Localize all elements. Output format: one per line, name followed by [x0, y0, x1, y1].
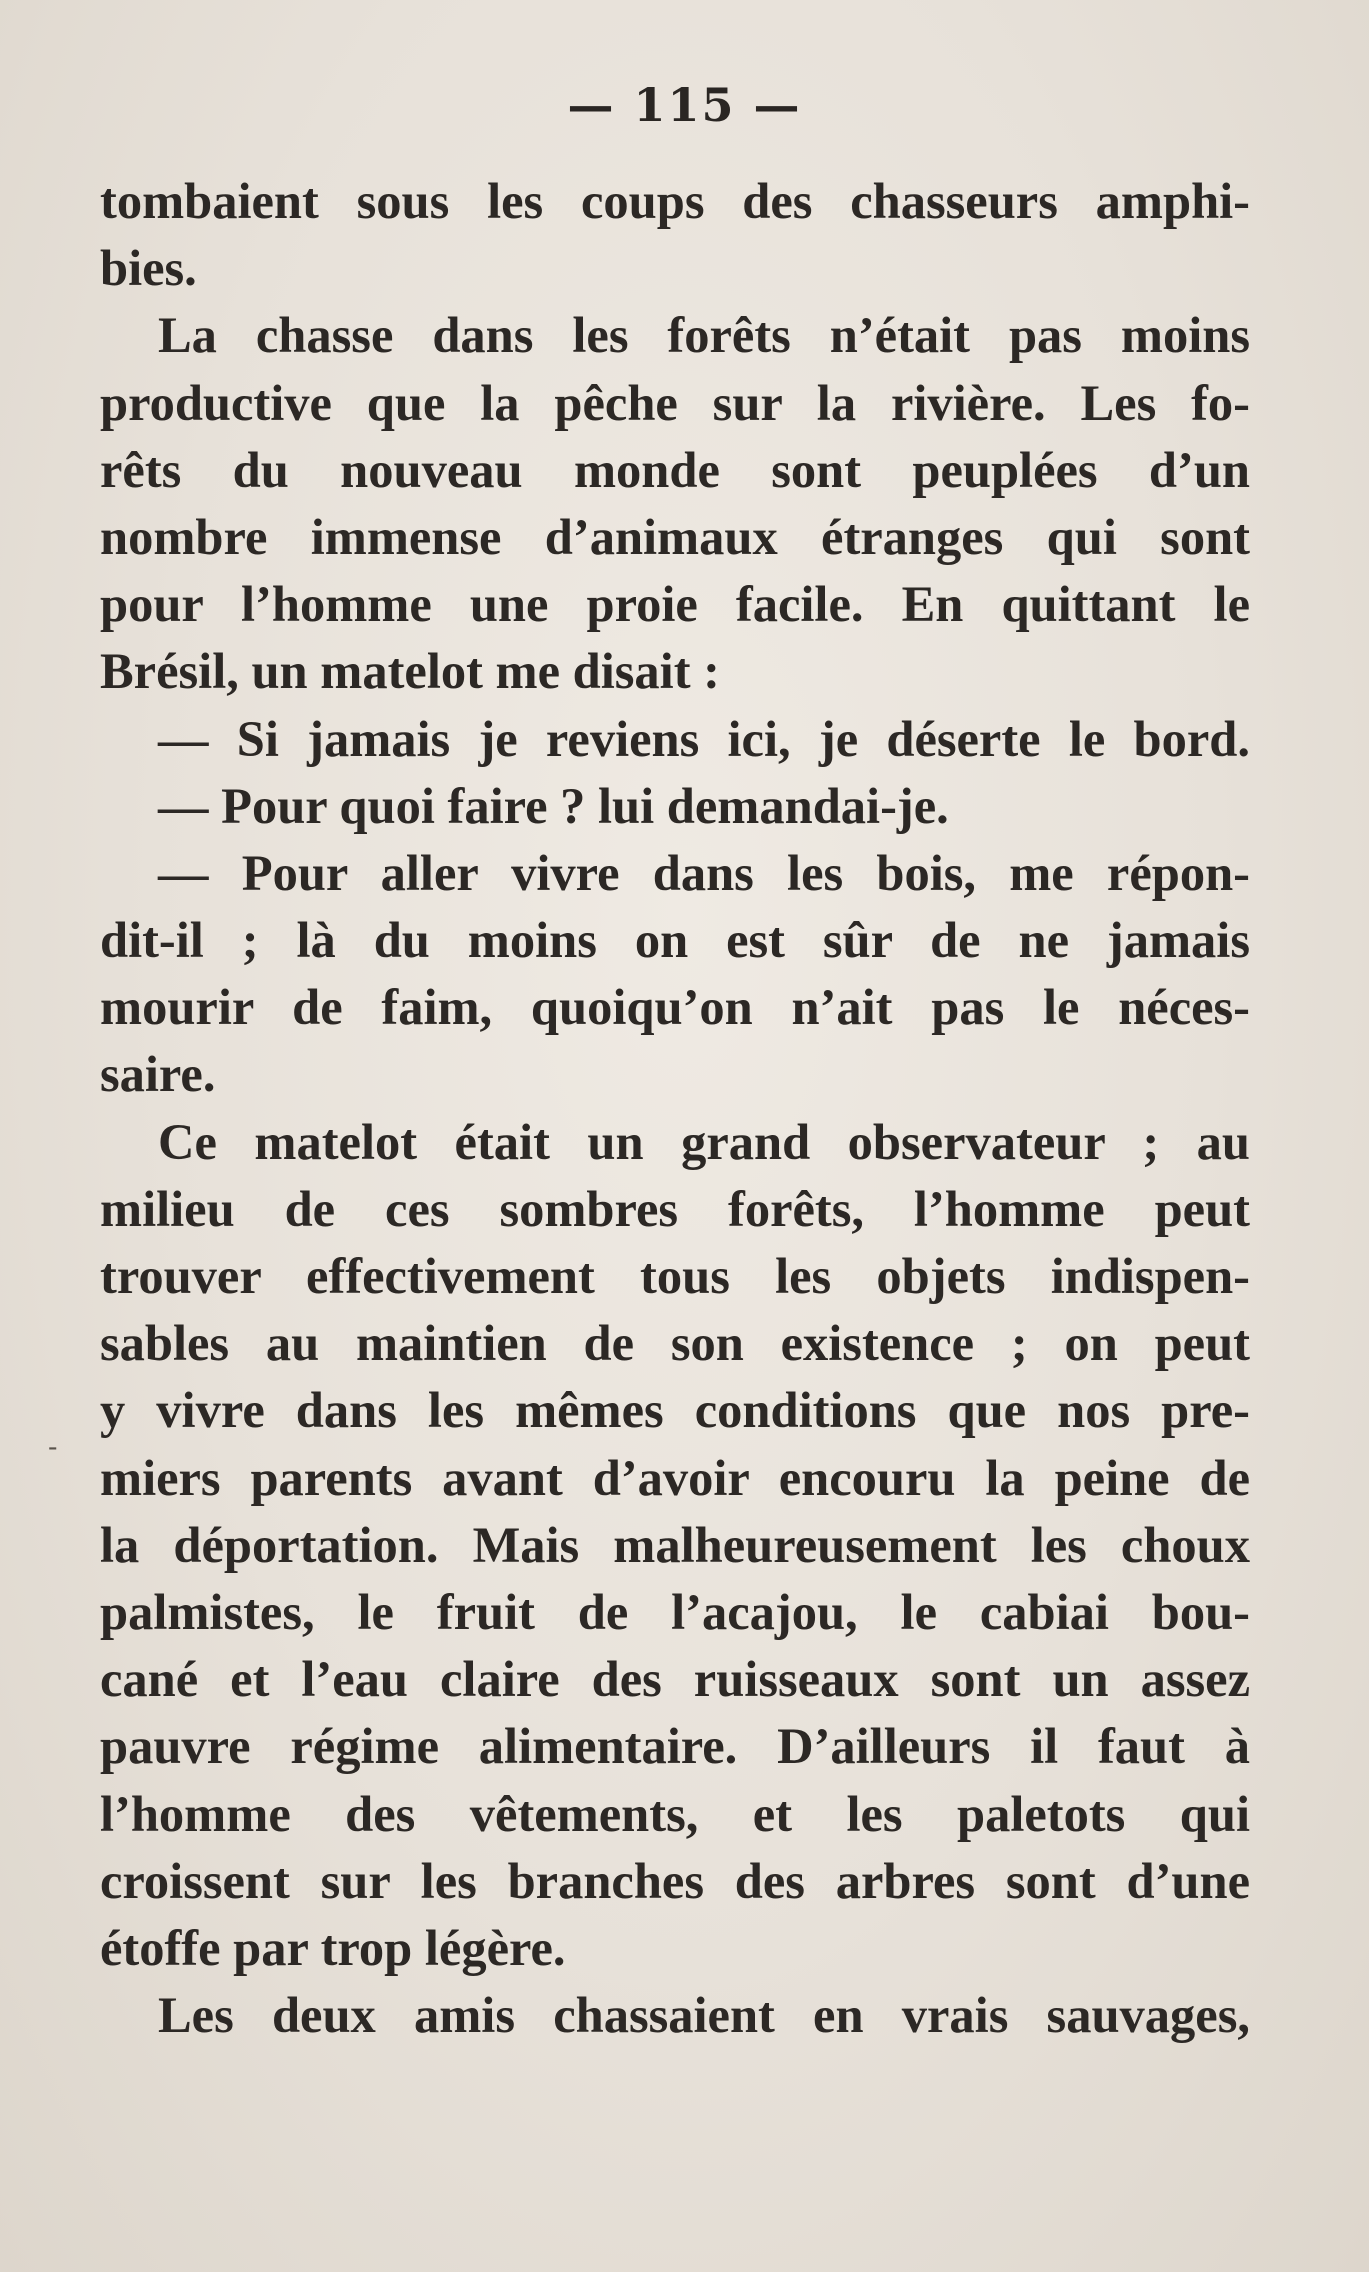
text-line: sables au maintien de son existence ; on peut	[100, 1315, 1250, 1372]
text-line: la déportation. Mais malheureusement les choux	[100, 1516, 1250, 1573]
text-line: miers parents avant d’avoir encouru la peine de	[100, 1449, 1250, 1506]
text-line: Ce matelot était un grand observateur ; au	[158, 1113, 1250, 1170]
text-line: cané et l’eau claire des ruisseaux sont un assez	[100, 1651, 1250, 1708]
text-line: bies.	[100, 240, 197, 297]
text-line: rêts du nouveau monde sont peuplées d’un	[100, 441, 1250, 498]
text-line: — Pour aller vivre dans les bois, me répon-	[158, 844, 1250, 901]
text-line: productive que la pêche sur la rivière. Les fo-	[100, 374, 1250, 431]
text-line: palmistes, le fruit de l’acajou, le cabiai bou-	[100, 1583, 1250, 1640]
text-line: trouver effectivement tous les objets indispen-	[100, 1248, 1250, 1304]
text-line: mourir de faim, quoiqu’on n’ait pas le néces-	[100, 979, 1250, 1036]
text-line: y vivre dans les mêmes conditions que nos pre-	[100, 1382, 1250, 1439]
text-line: Brésil, un matelot me disait :	[100, 643, 720, 700]
text-line: dit-il ; là du moins on est sûr de ne jamais	[100, 912, 1250, 969]
text-line: l’homme des vêtements, et les paletots qui	[100, 1785, 1250, 1842]
text-line: La chasse dans les forêts n’était pas moins	[158, 307, 1250, 364]
page-number: — 115 —	[567, 78, 802, 132]
text-line: milieu de ces sombres forêts, l’homme peut	[100, 1180, 1250, 1237]
margin-mark: -	[48, 1430, 58, 1463]
text-line: nombre immense d’animaux étranges qui sont	[100, 508, 1250, 565]
body-text	[100, 168, 1250, 2049]
text-line: pauvre régime alimentaire. D’ailleurs il faut à	[100, 1718, 1250, 1775]
text-line: étoffe par trop légère.	[100, 1919, 566, 1976]
text-line: pour l’homme une proie facile. En quittant le	[100, 576, 1250, 633]
text-line: tombaient sous les coups des chasseurs amphi-	[100, 173, 1250, 229]
text-line: — Pour quoi faire ? lui demandai-je.	[158, 777, 949, 834]
text-line: Les deux amis chassaient en vrais sauvages,	[158, 1987, 1250, 2044]
text-line: — Si jamais je reviens ici, je déserte le bord.	[158, 710, 1250, 767]
text-line: croissent sur les branches des arbres sont d’une	[100, 1852, 1250, 1909]
text-line: saire.	[100, 1046, 216, 1103]
